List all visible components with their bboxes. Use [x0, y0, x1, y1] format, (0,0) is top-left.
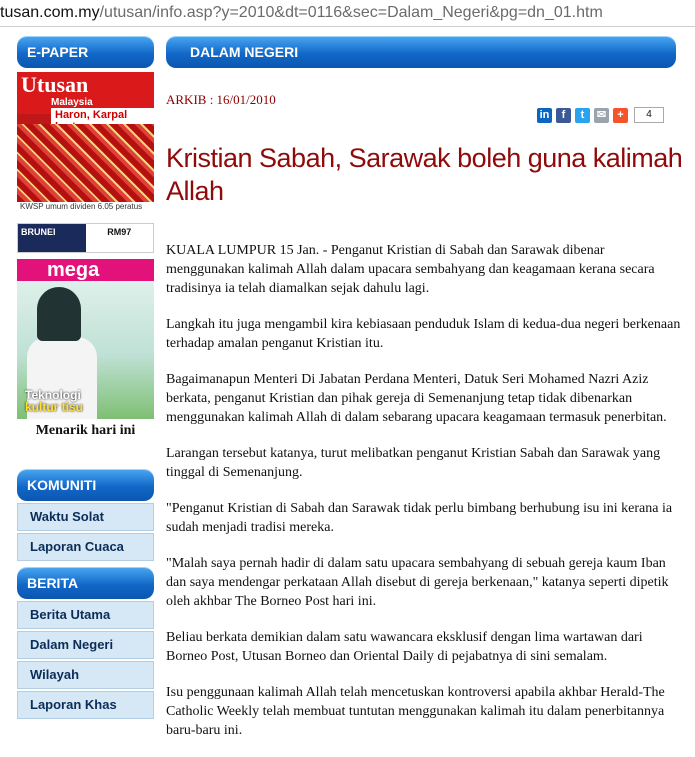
- komuniti-heading: KOMUNITI: [17, 469, 154, 501]
- section-heading: DALAM NEGERI: [166, 36, 676, 68]
- menu-wilayah[interactable]: Wilayah: [17, 661, 154, 689]
- epaper-heading: E-PAPER: [17, 36, 154, 68]
- cover-footer: KWSP umum dividen 6.05 peratus: [17, 202, 154, 217]
- ad-left: BRUNEI: [18, 224, 86, 252]
- url-host: tusan.com.my: [0, 4, 100, 21]
- mega-logo: mega: [17, 259, 154, 281]
- article-column: [166, 36, 686, 757]
- mega-cover[interactable]: [17, 259, 154, 419]
- mega-photo-person: [37, 287, 81, 341]
- linkedin-icon[interactable]: in: [537, 108, 552, 123]
- share-bar: [537, 107, 664, 123]
- ad-banner[interactable]: [17, 223, 154, 253]
- article-paragraph: KUALA LUMPUR 15 Jan. - Penganut Kristian di Sabah dan Sarawak dibenar menggunakan kalimah Allah dalam upacara sembahyang dan keagamaan kerana secara tradisinya ia telah diamalkan sejak dahulu lagi.: [166, 243, 655, 296]
- mega-caption: [25, 389, 83, 413]
- mega-caption-line1: Teknologi: [25, 388, 81, 402]
- url-path: /utusan/info.asp?y=2010&dt=0116&sec=Dalam_Negeri&pg=dn_01.htm: [99, 4, 603, 21]
- menu-berita-utama[interactable]: Berita Utama: [17, 601, 154, 629]
- article-title: Kristian Sabah, Sarawak boleh guna kalimah Allah: [166, 143, 683, 206]
- email-icon[interactable]: ✉: [594, 108, 609, 123]
- sidebar: [17, 36, 154, 719]
- article-paragraph: "Malah saya pernah hadir di dalam satu upacara sembahyang di sebuah gereja kaum Iban dan saya mendengar perkataan Allah disebut di gereja berkenaan," katanya seperti dipetik oleh akhbar The Borneo Post hari ini.: [166, 556, 669, 609]
- article-paragraph: Larangan tersebut katanya, turut melibatkan penganut Kristian Sabah dan Sarawak yang tinggal di Semenanjung.: [166, 446, 661, 480]
- article-paragraph: Langkah itu juga mengambil kira kebiasaan penduduk Islam di kedua-dua negeri berkenaan terhadap amalan penganut Kristian itu.: [166, 317, 681, 351]
- archive-date: ARKIB : 16/01/2010: [166, 92, 276, 107]
- epaper-cover[interactable]: [17, 72, 154, 217]
- article-paragraph: "Penganut Kristian di Sabah dan Sarawak tidak perlu bimbang berhubung isu ini kerana ia sudah menjadi tradisi mereka.: [166, 501, 673, 535]
- article-paragraph: Beliau berkata demikian dalam satu wawancara eksklusif dengan lima wartawan dari Borneo Post, Utusan Borneo dan Oriental Daily di pejabatnya di sini semalam.: [166, 630, 643, 664]
- menu-laporan-cuaca[interactable]: Laporan Cuaca: [17, 533, 154, 561]
- twitter-icon[interactable]: t: [575, 108, 590, 123]
- cover-masthead: Utusan: [21, 72, 89, 97]
- mega-caption-line2: kultur tisu: [25, 400, 84, 414]
- facebook-icon[interactable]: f: [556, 108, 571, 123]
- address-bar[interactable]: [0, 0, 695, 27]
- article-paragraph: Isu penggunaan kalimah Allah telah mencetuskan kontroversi apabila akhbar Herald-The Catholic Weekly telah membuat tuntutan menggunakan kalimah itu dalam penerbitannya baru-baru ini.: [166, 685, 665, 738]
- cover-photo: [17, 124, 154, 202]
- share-count: 4: [634, 107, 664, 123]
- article-paragraph: Bagaimanapun Menteri Di Jabatan Perdana Menteri, Datuk Seri Mohamed Nazri Aziz berkata, penganut Kristian dan pihak gereja di Semenanjung tetap tidak dibenarkan menggunakan kalimah Allah di dalam sebarang upacara keagamaan termasuk penerbitan.: [166, 372, 667, 425]
- addthis-icon[interactable]: +: [613, 108, 628, 123]
- menu-dalam-negeri[interactable]: Dalam Negeri: [17, 631, 154, 659]
- cover-masthead-sub: Malaysia: [51, 97, 93, 108]
- menu-laporan-khas[interactable]: Laporan Khas: [17, 691, 154, 719]
- menu-waktu-solat[interactable]: Waktu Solat: [17, 503, 154, 531]
- cover-headline: Haron, Karpal: [51, 108, 154, 134]
- ad-right: RM97: [107, 227, 132, 237]
- berita-heading: BERITA: [17, 567, 154, 599]
- menarik-label: Menarik hari ini: [35, 423, 136, 438]
- article-body: [166, 241, 686, 740]
